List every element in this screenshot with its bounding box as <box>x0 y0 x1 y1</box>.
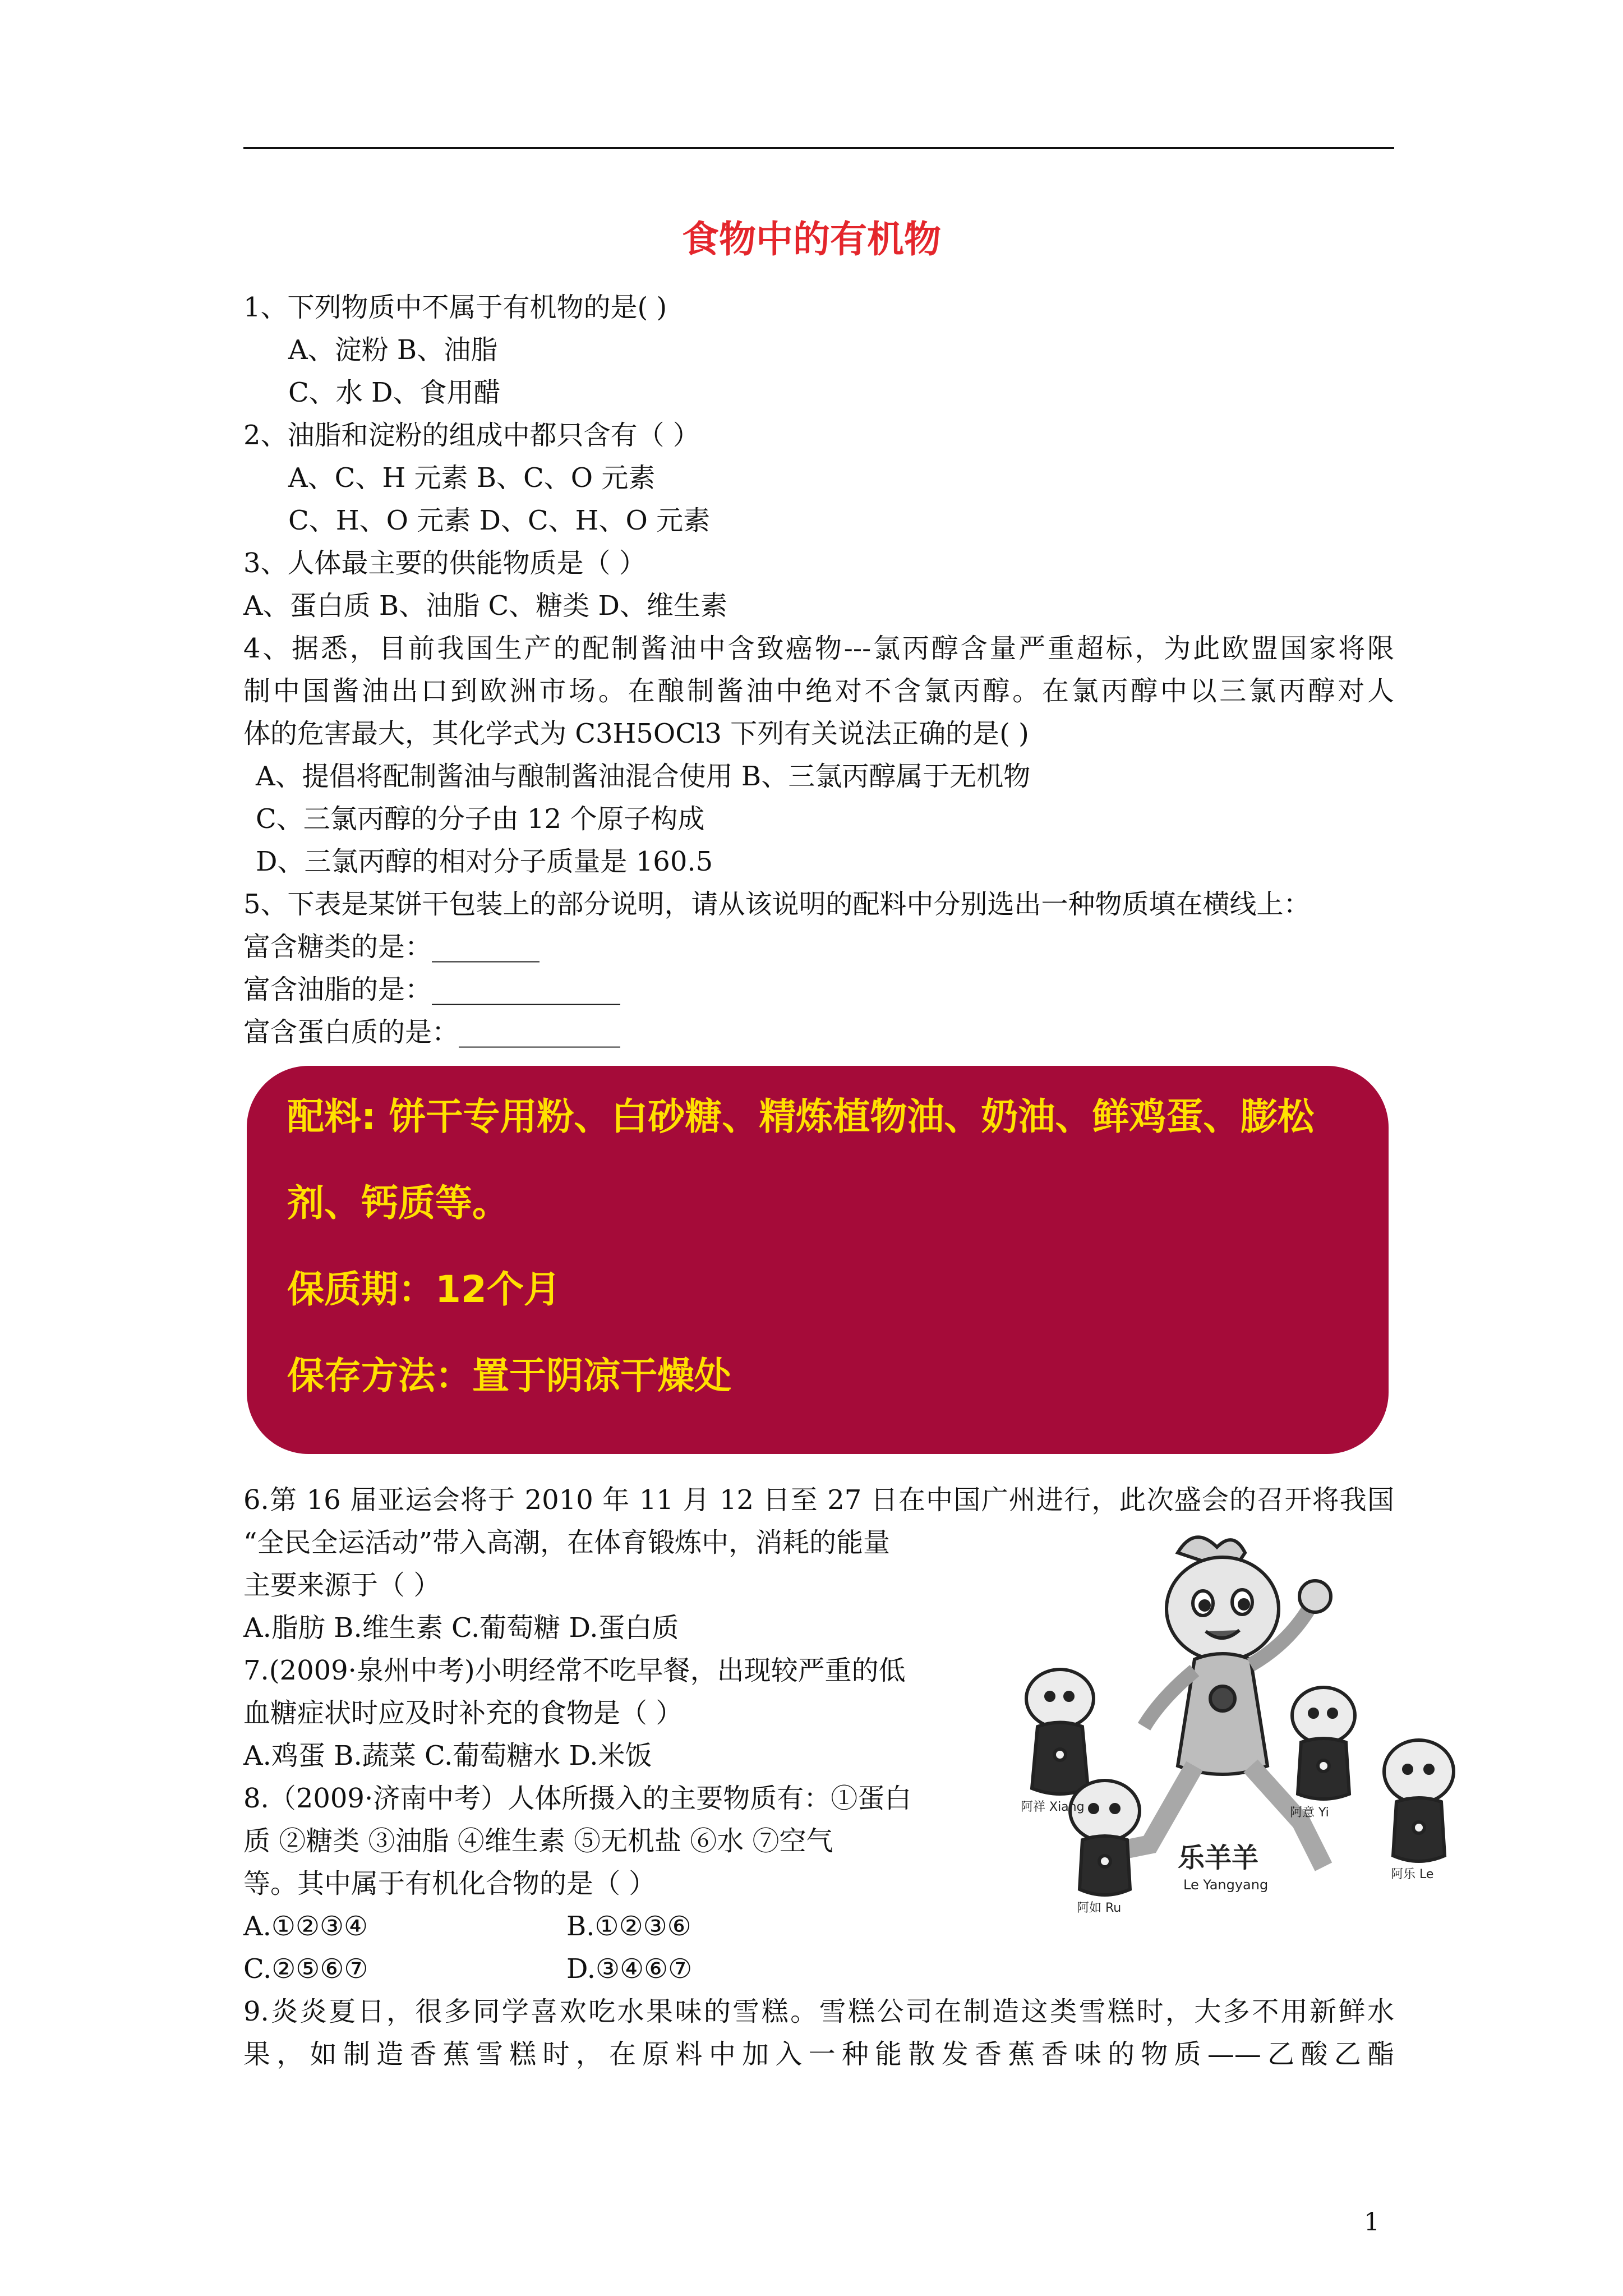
q8-line1: 8.（2009·济南中考）人体所摄入的主要物质有：①蛋白 <box>243 1783 912 1814</box>
q8-line3: 等。其中属于有机化合物的是（ ） <box>243 1868 656 1899</box>
q1-options-row1: A、淀粉 B、油脂 <box>288 334 498 366</box>
q2-options-row1: A、C、H 元素 B、C、O 元素 <box>288 462 656 494</box>
page-number: 1 <box>1364 2208 1380 2237</box>
q8-line2: 质 ②糖类 ③油脂 ④维生素 ⑤无机盐 ⑥水 ⑦空气 <box>243 1825 833 1857</box>
mascot-name-ru: 阿如 Ru <box>1077 1901 1122 1915</box>
q9-line2: 果，如制造香蕉雪糕时，在原料中加入一种能散发香蕉香味的物质——乙酸乙酯 <box>243 2039 1394 2070</box>
q5-blank-sugar: 富含糖类的是：________ <box>243 931 540 963</box>
q8-option-c: C.②⑤⑥⑦ <box>243 1953 368 1985</box>
mascot-a-yi <box>1292 1687 1355 1799</box>
mascot-a-xiang <box>1026 1669 1094 1794</box>
q4-option-a-b: A、提倡将配制酱油与酿制酱油混合使用 B、三氯丙醇属于无机物 <box>256 761 1031 792</box>
asian-games-mascot-illustration <box>1009 1530 1481 1934</box>
ingredients-line1: 配料: 饼干专用粉、白砂糖、精炼植物油、奶油、鲜鸡蛋、膨松 <box>287 1095 1315 1138</box>
mascot-name-le: 阿乐 Le <box>1391 1867 1434 1881</box>
mascot-main-sub: Le Yangyang <box>1183 1877 1269 1893</box>
shelf-life: 保质期：12个月 <box>287 1268 561 1311</box>
q1-stem: 1、下列物质中不属于有机物的是( ) <box>243 292 667 323</box>
storage-method: 保存方法：置于阴凉干燥处 <box>287 1354 731 1397</box>
q7-options: A.鸡蛋 B.蔬菜 C.葡萄糖水 D.米饭 <box>243 1740 652 1772</box>
mascot-a-ru <box>1070 1780 1140 1895</box>
q9-line1: 9.炎炎夏日，很多同学喜欢吃水果味的雪糕。雪糕公司在制造这类雪糕时，大多不用新鲜水 <box>243 1996 1394 2027</box>
mascot-main-label: 乐羊羊 <box>1178 1842 1259 1874</box>
q6-line2: “全民全运活动”带入高潮，在体育锻炼中，消耗的能量 <box>243 1527 891 1558</box>
q5-stem: 5、下表是某饼干包装上的部分说明，请从该说明的配料中分别选出一种物质填在横线上： <box>243 889 1311 920</box>
q4-option-c: C、三氯丙醇的分子由 12 个原子构成 <box>256 803 705 835</box>
q4-line2: 制中国酱油出口到欧洲市场。在酿制酱油中绝对不含氯丙醇。在氯丙醇中以三氯丙醇对人 <box>243 675 1394 707</box>
mascot-a-le <box>1384 1740 1454 1861</box>
q6-options: A.脂肪 B.维生素 C.葡萄糖 D.蛋白质 <box>243 1612 679 1644</box>
q8-option-b: B.①②③⑥ <box>566 1911 691 1942</box>
q3-options: A、蛋白质 B、油脂 C、糖类 D、维生素 <box>243 590 727 622</box>
ingredients-line2: 剂、钙质等。 <box>287 1181 509 1225</box>
q2-options-row2: C、H、O 元素 D、C、H、O 元素 <box>288 505 711 536</box>
q4-option-d: D、三氯丙醇的相对分子质量是 160.5 <box>256 846 713 877</box>
q4-line1: 4、据悉，目前我国生产的配制酱油中含致癌物---氯丙醇含量严重超标，为此欧盟国家将限 <box>243 633 1394 664</box>
q7-line2: 血糖症状时应及时补充的食物是（ ） <box>243 1697 683 1729</box>
q6-line1: 6.第 16 届亚运会将于 2010 年 11 月 12 日至 27 日在中国广州进行，此次盛会的召开将我国 <box>243 1484 1394 1516</box>
mascot-name-yi: 阿意 Yi <box>1290 1806 1329 1820</box>
q8-option-a: A.①②③④ <box>243 1911 368 1942</box>
q5-blank-fat: 富含油脂的是：______________ <box>243 974 621 1005</box>
q4-line3: 体的危害最大，其化学式为 C3H5OCl3 下列有关说法正确的是( ) <box>243 718 1029 749</box>
page-title: 食物中的有机物 <box>682 218 941 261</box>
q7-line1: 7.(2009·泉州中考)小明经常不吃早餐，出现较严重的低 <box>243 1655 906 1686</box>
q5-blank-protein: 富含蛋白质的是：____________ <box>243 1016 621 1048</box>
mascot-name-xiang: 阿祥 Xiang <box>1021 1800 1085 1814</box>
q6-line3: 主要来源于（ ） <box>243 1570 441 1601</box>
q1-options-row2: C、水 D、食用醋 <box>288 377 501 408</box>
q8-option-d: D.③④⑥⑦ <box>566 1953 693 1985</box>
header-rule <box>243 147 1394 149</box>
q3-stem: 3、人体最主要的供能物质是（ ） <box>243 547 646 579</box>
q2-stem: 2、油脂和淀粉的组成中都只含有（ ） <box>243 420 700 451</box>
ingredient-label-box <box>247 1066 1389 1454</box>
